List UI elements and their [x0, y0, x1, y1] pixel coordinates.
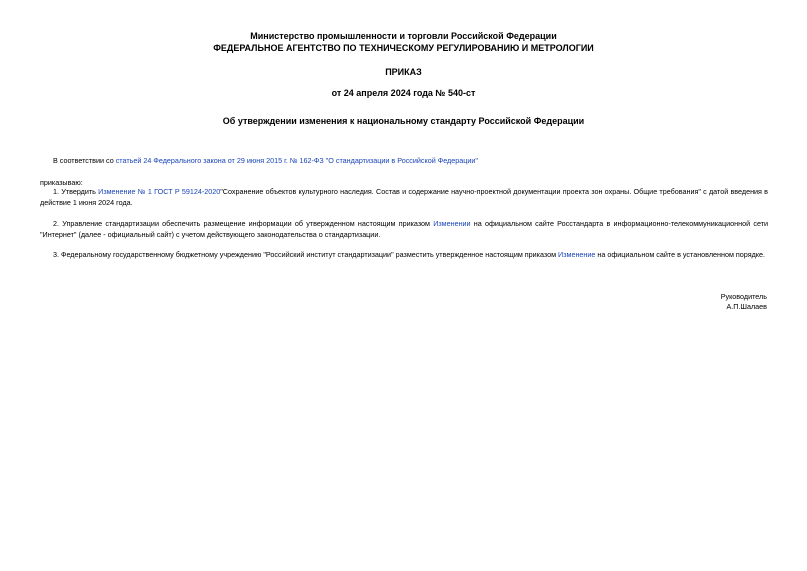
- item-3-prefix: 3. Федеральному государственному бюджетному учреждению "Российский институт стандартизации" разместить утвержденное настоящим приказом: [53, 250, 559, 259]
- preamble: [53, 156, 478, 167]
- orders-line: приказываю:: [40, 178, 83, 187]
- item-1: [40, 187, 768, 208]
- signature-name: А.П.Шалаев: [726, 302, 767, 311]
- item-1-text: "Сохранение объектов культурного наследия. Состав и содержание научно-проектной документации проекта зон охраны. Общие требования" с датой введения в действие 1 июня 2024 года.: [40, 187, 768, 207]
- item-3-text: на официальном сайте в установленном порядке.: [595, 250, 766, 259]
- amendment-link[interactable]: Изменение № 1 ГОСТ Р 59124-2020: [98, 187, 221, 196]
- item-2-text: на официальном сайте Росстандарта в информационно-телекоммуникационной сети "Интернет" (далее - официальный сайт) с учетом действующего законодательства о стандартизации.: [40, 219, 769, 239]
- item-1-prefix: 1. Утвердить: [53, 187, 99, 196]
- signature-position: Руководитель: [720, 292, 767, 301]
- item-2: [40, 219, 768, 240]
- document-title: Об утверждении изменения к национальному стандарту Российской Федерации: [222, 116, 585, 126]
- document-type: ПРИКАЗ: [385, 67, 422, 77]
- amendment-info-link[interactable]: Изменении: [433, 219, 471, 228]
- ministry-heading: Министерство промышленности и торговли Российской Федерации: [250, 31, 557, 41]
- item-2-prefix: 2. Управление стандартизации обеспечить размещение информации об утвержденном настоящим приказом: [53, 219, 434, 228]
- item-3: [53, 250, 765, 261]
- law-link[interactable]: статьей 24 Федерального закона от 29 июня 2015 г. № 162-ФЗ "О стандартизации в Российской Федерации": [115, 156, 478, 165]
- amendment-publish-link[interactable]: Изменение: [558, 250, 596, 259]
- document-date-number: от 24 апреля 2024 года № 540-ст: [331, 88, 476, 98]
- agency-heading: ФЕДЕРАЛЬНОЕ АГЕНТСТВО ПО ТЕХНИЧЕСКОМУ РЕГУЛИРОВАНИЮ И МЕТРОЛОГИИ: [213, 43, 594, 53]
- preamble-text: В соответствии со: [53, 156, 116, 165]
